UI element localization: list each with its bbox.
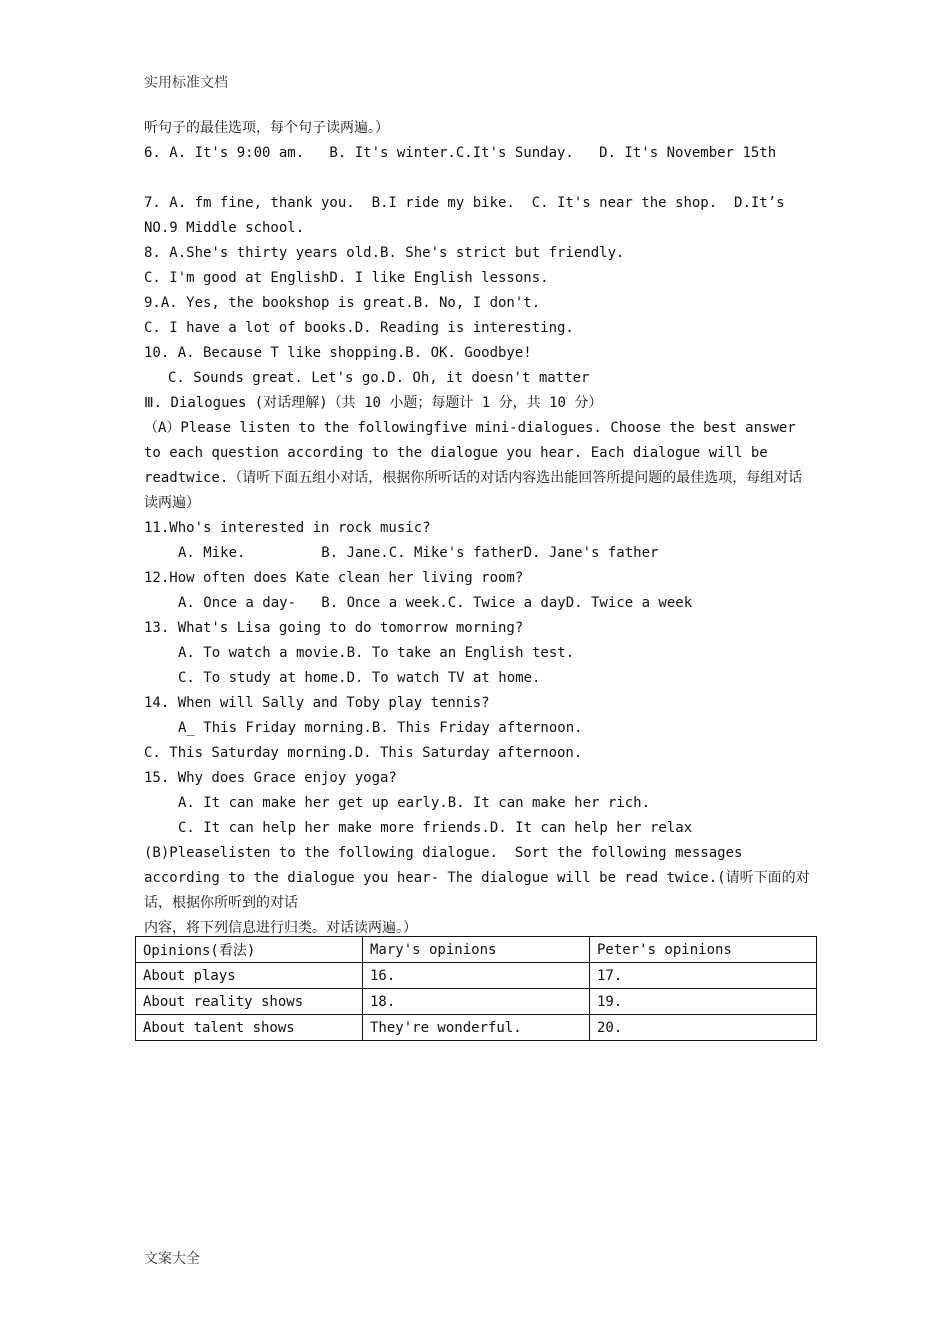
table-row xyxy=(136,963,817,989)
question-9: 9.A. Yes, the bookshop is great.B. No, I don't. xyxy=(144,295,541,311)
table-cell: 20. xyxy=(590,1015,817,1041)
table-cell: 19. xyxy=(590,989,817,1015)
table-cell: 17. xyxy=(590,963,817,989)
question-14-options: A_ This Friday morning.B. This Friday afternoon. xyxy=(178,720,583,736)
question-13-options-cd: C. To study at home.D. To watch TV at home. xyxy=(178,670,541,686)
table-header-cell: Peter's opinions xyxy=(590,937,817,963)
table-row xyxy=(136,1015,817,1041)
part-a-instructions: （A）Please listen to the followingfive mini-dialogues. Choose the best answer to each question according to the dialogue you hear. Each dialogue will be readtwice.（请听下面五组小对话，根据你所听话的对话内容选出能回答所提问题的最佳选项，每组对话读两遍） xyxy=(144,420,805,511)
blank-line xyxy=(144,166,816,191)
table-cell: 18. xyxy=(363,989,590,1015)
question-11-options: A. Mike. B. Jane.C. Mike's fatherD. Jane's father xyxy=(178,545,659,561)
question-8-options: C. I'm good at EnglishD. I like English lessons. xyxy=(144,270,549,286)
question-10-options: C. Sounds great. Let's go.D. Oh, it doesn't matter xyxy=(168,370,590,386)
question-13: 13. What's Lisa going to do tomorrow morning? xyxy=(144,620,524,636)
section-3-heading: Ⅲ. Dialogues (对话理解)（共 10 小题；每题计 1 分，共 10 分） xyxy=(144,395,603,411)
question-15: 15. Why does Grace enjoy yoga? xyxy=(144,770,397,786)
question-13-options: A. To watch a movie.B. To take an English test. xyxy=(178,645,575,661)
question-8: 8. A.She's thirty years old.B. She's strict but friendly. xyxy=(144,245,625,261)
section-intro-line: 听句子的最佳选项，每个句子读两遍。） xyxy=(144,120,389,136)
question-14-options-cd: C. This Saturday morning.D. This Saturday afternoon. xyxy=(144,745,583,761)
question-15-options: A. It can make her get up early.B. It can make her rich. xyxy=(178,795,651,811)
page-footer: 文案大全 xyxy=(144,1251,200,1267)
table-header-cell: Opinions(看法) xyxy=(136,937,363,963)
table-cell: About plays xyxy=(136,963,363,989)
table-cell: 16. xyxy=(363,963,590,989)
question-12-options: A. Once a day- B. Once a week.C. Twice a dayD. Twice a week xyxy=(178,595,693,611)
question-9-options: C. I have a lot of books.D. Reading is interesting. xyxy=(144,320,574,336)
question-10: 10. A. Because T like shopping.B. OK. Goodbye! xyxy=(144,345,532,361)
table-header-row xyxy=(136,937,817,963)
question-11: 11.Who's interested in rock music? xyxy=(144,520,431,536)
document-body xyxy=(144,116,816,941)
question-14: 14. When will Sally and Toby play tennis? xyxy=(144,695,490,711)
question-15-options-cd: C. It can help her make more friends.D. It can help her relax xyxy=(178,820,693,836)
question-6: 6. A. It's 9:00 am. B. It's winter.C.It's Sunday. D. It's November 15th xyxy=(144,145,777,161)
part-b-instructions-cont: 内容，将下列信息进行归类。对话读两遍。） xyxy=(144,920,417,936)
opinions-table xyxy=(135,936,817,1041)
table-cell: About reality shows xyxy=(136,989,363,1015)
question-7: 7. A. fm fine, thank you. B.I ride my bike. C. It's near the shop. D.It’s NO.9 Middle school. xyxy=(144,195,794,236)
question-12: 12.How often does Kate clean her living room? xyxy=(144,570,524,586)
part-b-instructions: (B)Pleaselisten to the following dialogue. Sort the following messages according to the dialogue you hear- The dialogue will be read twice.(请听下面的对话，根据你所听到的对话 xyxy=(144,845,810,911)
page-header: 实用标准文档 xyxy=(144,75,228,91)
table-cell: About talent shows xyxy=(136,1015,363,1041)
table-cell: They're wonderful. xyxy=(363,1015,590,1041)
table-row xyxy=(136,989,817,1015)
table-header-cell: Mary's opinions xyxy=(363,937,590,963)
